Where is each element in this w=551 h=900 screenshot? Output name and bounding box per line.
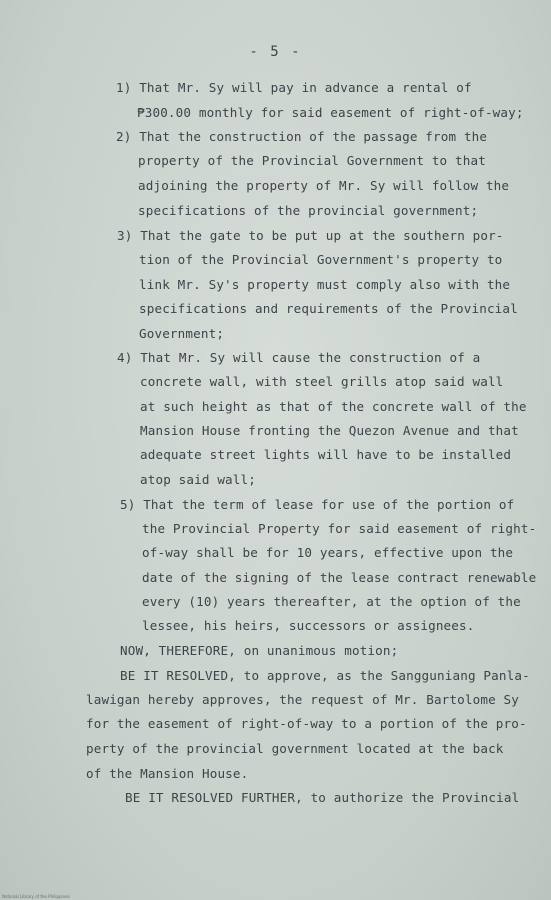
text-line: 4) That Mr. Sy will cause the construction of a: [117, 350, 481, 365]
text-line: property of the Provincial Government to that: [138, 153, 486, 168]
text-line: the Provincial Property for said easement of right-: [142, 521, 537, 536]
text-line: 1) That Mr. Sy will pay in advance a rental of: [116, 80, 472, 95]
text-line: Government;: [139, 326, 225, 341]
text-line: at such height as that of the concrete wall of the: [140, 399, 527, 414]
archive-footer: National Library of the Philippines: [2, 894, 70, 899]
text-line: of the Mansion House.: [86, 766, 249, 781]
text-line: tion of the Provincial Government's property to: [139, 252, 503, 267]
text-line: link Mr. Sy's property must comply also with the: [139, 277, 511, 292]
text-line: BE IT RESOLVED, to approve, as the Sangguniang Panla-: [120, 668, 530, 683]
text-line: date of the signing of the lease contract renewable: [142, 570, 537, 585]
text-line: 5) That the term of lease for use of the portion of: [120, 497, 515, 512]
text-line: 2) That the construction of the passage from the: [116, 129, 488, 144]
text-line: adequate street lights will have to be installed: [140, 447, 512, 462]
text-line: lessee, his heirs, successors or assignees.: [142, 618, 475, 633]
text-line: Mansion House fronting the Quezon Avenue and that: [140, 423, 519, 438]
text-line: every (10) years thereafter, at the option of the: [142, 594, 521, 609]
text-line: specifications of the provincial government;: [138, 203, 479, 218]
text-line: specifications and requirements of the Provincial: [139, 301, 518, 316]
text-line: atop said wall;: [140, 472, 256, 487]
text-line: lawigan hereby approves, the request of Mr. Bartolome Sy: [86, 692, 519, 707]
text-line: 3) That the gate to be put up at the southern por-: [117, 228, 504, 243]
text-line: BE IT RESOLVED FURTHER, to authorize the Provincial: [125, 790, 520, 805]
page-number: - 5 -: [249, 44, 302, 60]
text-line: adjoining the property of Mr. Sy will follow the: [138, 178, 510, 193]
text-line: ₱300.00 monthly for said easement of right-of-way;: [137, 105, 524, 120]
text-line: concrete wall, with steel grills atop said wall: [140, 374, 504, 389]
text-line: perty of the provincial government located at the back: [86, 741, 504, 756]
text-line: for the easement of right-of-way to a portion of the pro-: [86, 716, 527, 731]
text-line: NOW, THEREFORE, on unanimous motion;: [120, 643, 399, 658]
text-line: of-way shall be for 10 years, effective upon the: [142, 545, 514, 560]
